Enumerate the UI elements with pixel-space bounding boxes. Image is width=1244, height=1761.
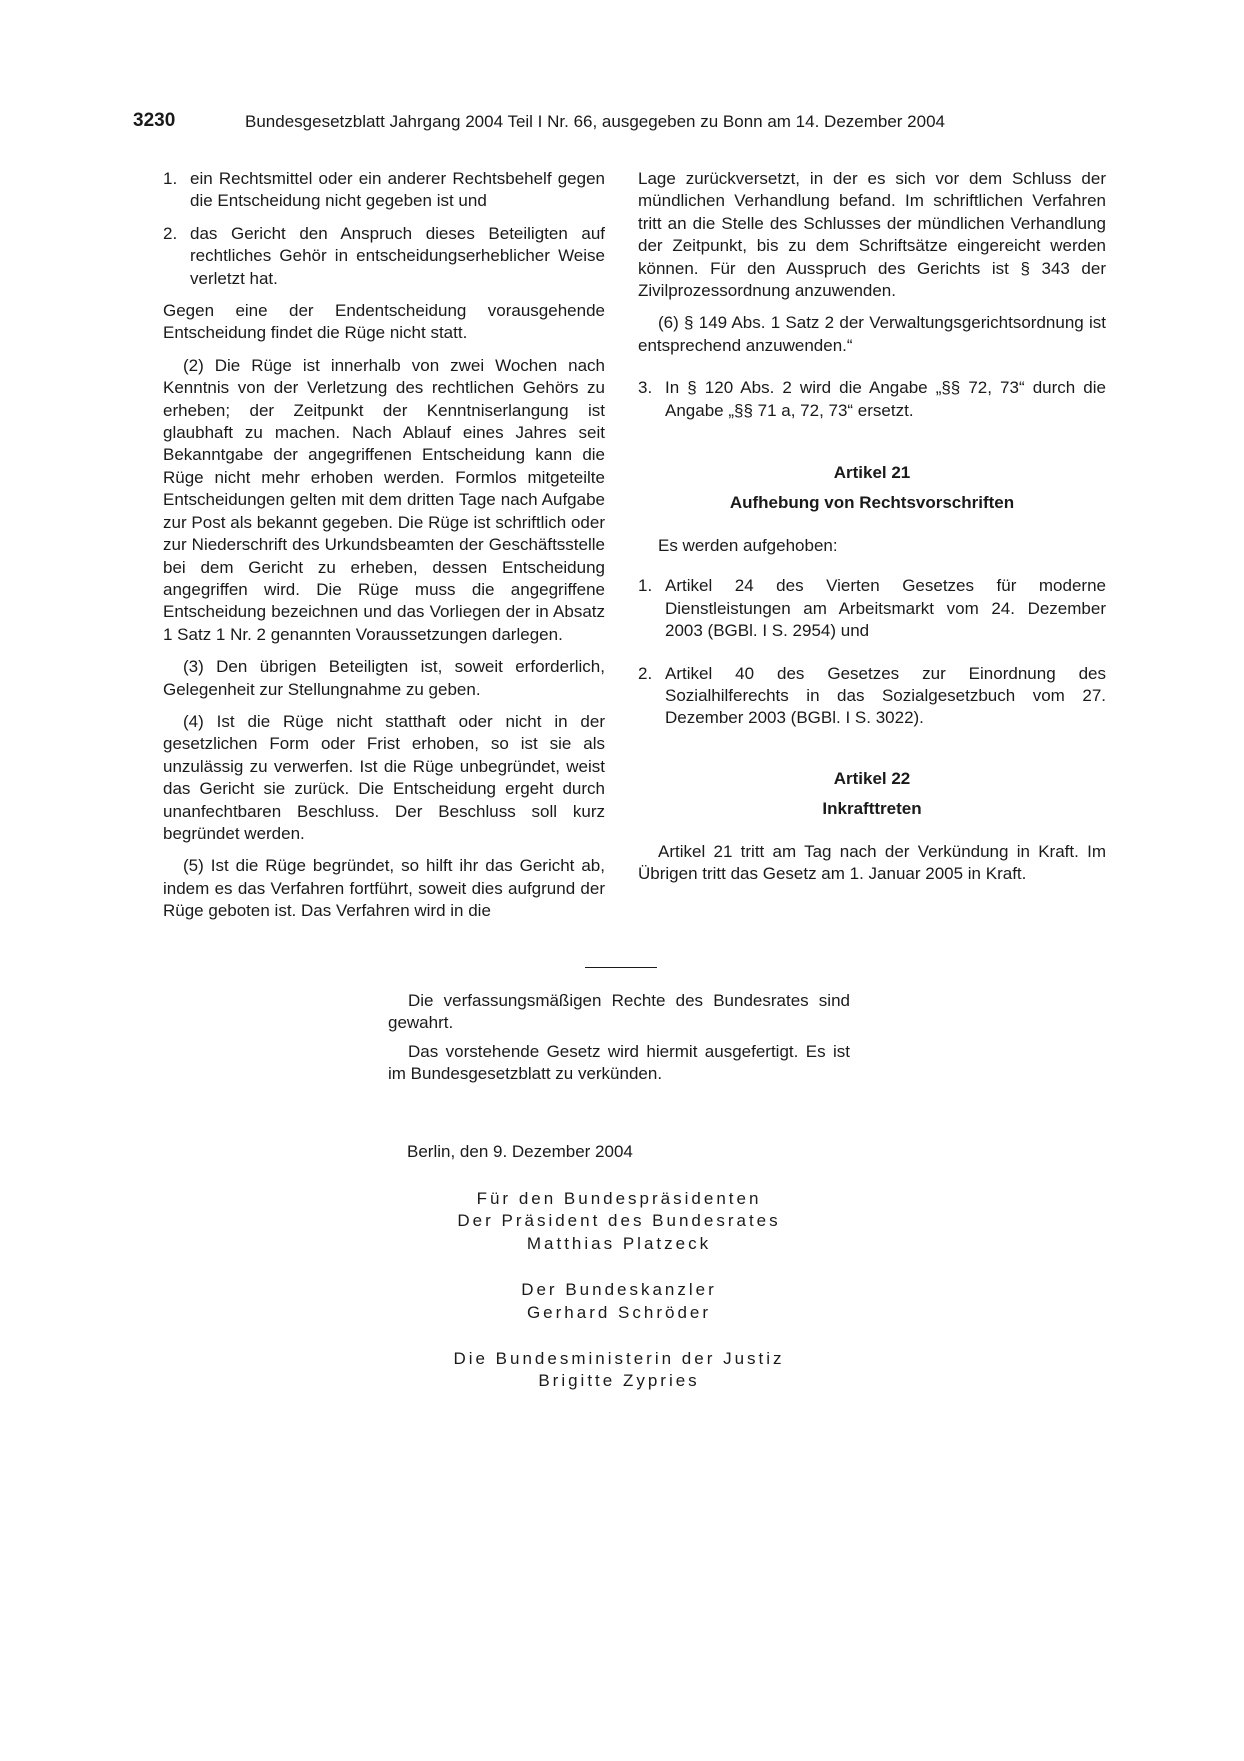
paragraph-2: (2) Die Rüge ist innerhalb von zwei Wochen nach Kenntnis von der Verletzung des rechtlichen Gehörs zu erheben; der Zeitpunkt der Kenntniserlangung ist glaubhaft zu machen. Nach Ablauf eines Jahres seit Bekanntgabe der angegriffenen Entscheidung kann die Rüge nicht mehr erhoben werden. Formlos mitgeteilte Entscheidungen gelten mit dem dritten Tage nach Aufgabe zur Post als bekannt gegeben. Die Rüge ist schriftlich oder zur Niederschrift des Urkundsbeamten der Geschäftsstelle bei dem Gericht zu erheben, dessen Entscheidung angegriffen wird. Die Rüge muss die angegriffene Entscheidung bezeichnen und das Vorliegen der in Absatz 1 Satz 1 Nr. 2 genannten Voraussetzungen darlegen. <box>163 355 605 644</box>
list-item-number: 3. <box>638 378 653 398</box>
signature-bundesrat <box>388 1188 850 1255</box>
list-item-text: Artikel 24 des Vierten Gesetzes für moderne Dienstleistungen am Arbeitsmarkt vom 24. Dezember 2003 (BGBl. I S. 2954) und <box>665 576 1106 641</box>
signatory-name: Gerhard Schröder <box>526 1302 712 1322</box>
paragraph-6: (6) § 149 Abs. 1 Satz 2 der Verwaltungsgerichtsordnung ist entsprechend anzuwenden.“ <box>638 313 1106 355</box>
list-item <box>638 575 1106 642</box>
list-item <box>163 168 605 213</box>
left-column <box>163 168 605 933</box>
page-number: 3230 <box>133 110 176 131</box>
list-item-text: das Gericht den Anspruch dieses Beteiligten auf rechtliches Gehör in entscheidungserheblicher Weise verletzt hat. <box>190 223 605 288</box>
list-item-text: Artikel 40 des Gesetzes zur Einordnung des Sozialhilferechts in das Sozialgesetzbuch vom 27. Dezember 2003 (BGBl. I S. 3022). <box>665 663 1106 728</box>
place-date: Berlin, den 9. Dezember 2004 <box>407 1142 633 1161</box>
article-22-title: Inkrafttreten <box>822 799 922 819</box>
signatory-name: Matthias Platzeck <box>526 1233 712 1253</box>
list-item <box>163 223 605 290</box>
signature-justiz <box>388 1348 850 1393</box>
signature-block <box>388 1188 850 1417</box>
article-22-heading: Artikel 22 <box>833 768 911 788</box>
article-21-heading: Artikel 21 <box>833 463 911 483</box>
closing-paragraph-2: Das vorstehende Gesetz wird hiermit ausgefertigt. Es ist im Bundesgesetzblatt zu verkünden. <box>388 1041 850 1084</box>
signature-line: Der Bundeskanzler <box>521 1280 717 1300</box>
right-column <box>638 168 1106 895</box>
signature-line: Für den Bundespräsidenten <box>476 1189 762 1208</box>
article-21-intro: Es werden aufgehoben: <box>658 535 838 555</box>
article-21-title: Aufhebung von Rechtsvorschriften <box>729 493 1015 513</box>
paragraph-gegen: Gegen eine der Endentscheidung vorausgehende Entscheidung findet die Rüge nicht statt. <box>163 301 605 343</box>
closing-block <box>388 990 850 1092</box>
signature-line: Die Bundesministerin der Justiz <box>453 1349 785 1369</box>
page-header <box>133 110 1013 138</box>
list-item-text: In § 120 Abs. 2 wird die Angabe „§§ 72, 73“ durch die Angabe „§§ 71 a, 72, 73“ ersetzt. <box>665 378 1106 420</box>
signature-kanzler <box>388 1279 850 1324</box>
signatory-name: Brigitte Zypries <box>538 1371 700 1391</box>
article-22-text: Artikel 21 tritt am Tag nach der Verkündung in Kraft. Im Übrigen tritt das Gesetz am 1. Januar 2005 in Kraft. <box>638 841 1106 883</box>
section-divider <box>585 967 657 968</box>
list-item-text: ein Rechtsmittel oder ein anderer Rechtsbehelf gegen die Entscheidung nicht gegeben ist und <box>190 169 605 211</box>
list-item <box>638 377 1106 422</box>
list-item <box>638 663 1106 730</box>
paragraph-4: (4) Ist die Rüge nicht statthaft oder nicht in der gesetzlichen Form oder Frist erhoben, so ist sie als unzulässig zu verwerfen. Ist die Rüge unbegründet, weist das Gericht sie zurück. Die Entscheidung ergeht durch unanfechtbaren Beschluss. Der Beschluss soll kurz begründet werden. <box>163 711 605 843</box>
paragraph-continuation: Lage zurückversetzt, in der es sich vor dem Schluss der mündlichen Verhandlung befand. Im schriftlichen Verfahren tritt an die Stelle des Schlusses der mündlichen Verhandlung der Zeitpunkt, bis zu dem Schriftsätze eingereicht werden können. Für den Ausspruch des Gerichts ist § 343 der Zivilprozessordnung anzuwenden. <box>638 169 1106 301</box>
signature-line: Der Präsident des Bundesrates <box>457 1211 781 1231</box>
list-item-number: 2. <box>163 223 178 243</box>
closing-paragraph-1: Die verfassungsmäßigen Rechte des Bundesrates sind gewahrt. <box>388 991 850 1033</box>
publication-title: Bundesgesetzblatt Jahrgang 2004 Teil I Nr. 66, ausgegeben zu Bonn am 14. Dezember 2004 <box>245 112 945 131</box>
list-item-number: 2. <box>638 663 653 683</box>
paragraph-5: (5) Ist die Rüge begründet, so hilft ihr das Gericht ab, indem es das Verfahren fortführt, soweit dies aufgrund der Rüge geboten ist. Das Verfahren wird in die <box>163 856 605 921</box>
paragraph-3: (3) Den übrigen Beteiligten ist, soweit erforderlich, Gelegenheit zur Stellungnahme zu geben. <box>163 657 605 699</box>
list-item-number: 1. <box>638 576 653 596</box>
list-item-number: 1. <box>163 169 178 188</box>
